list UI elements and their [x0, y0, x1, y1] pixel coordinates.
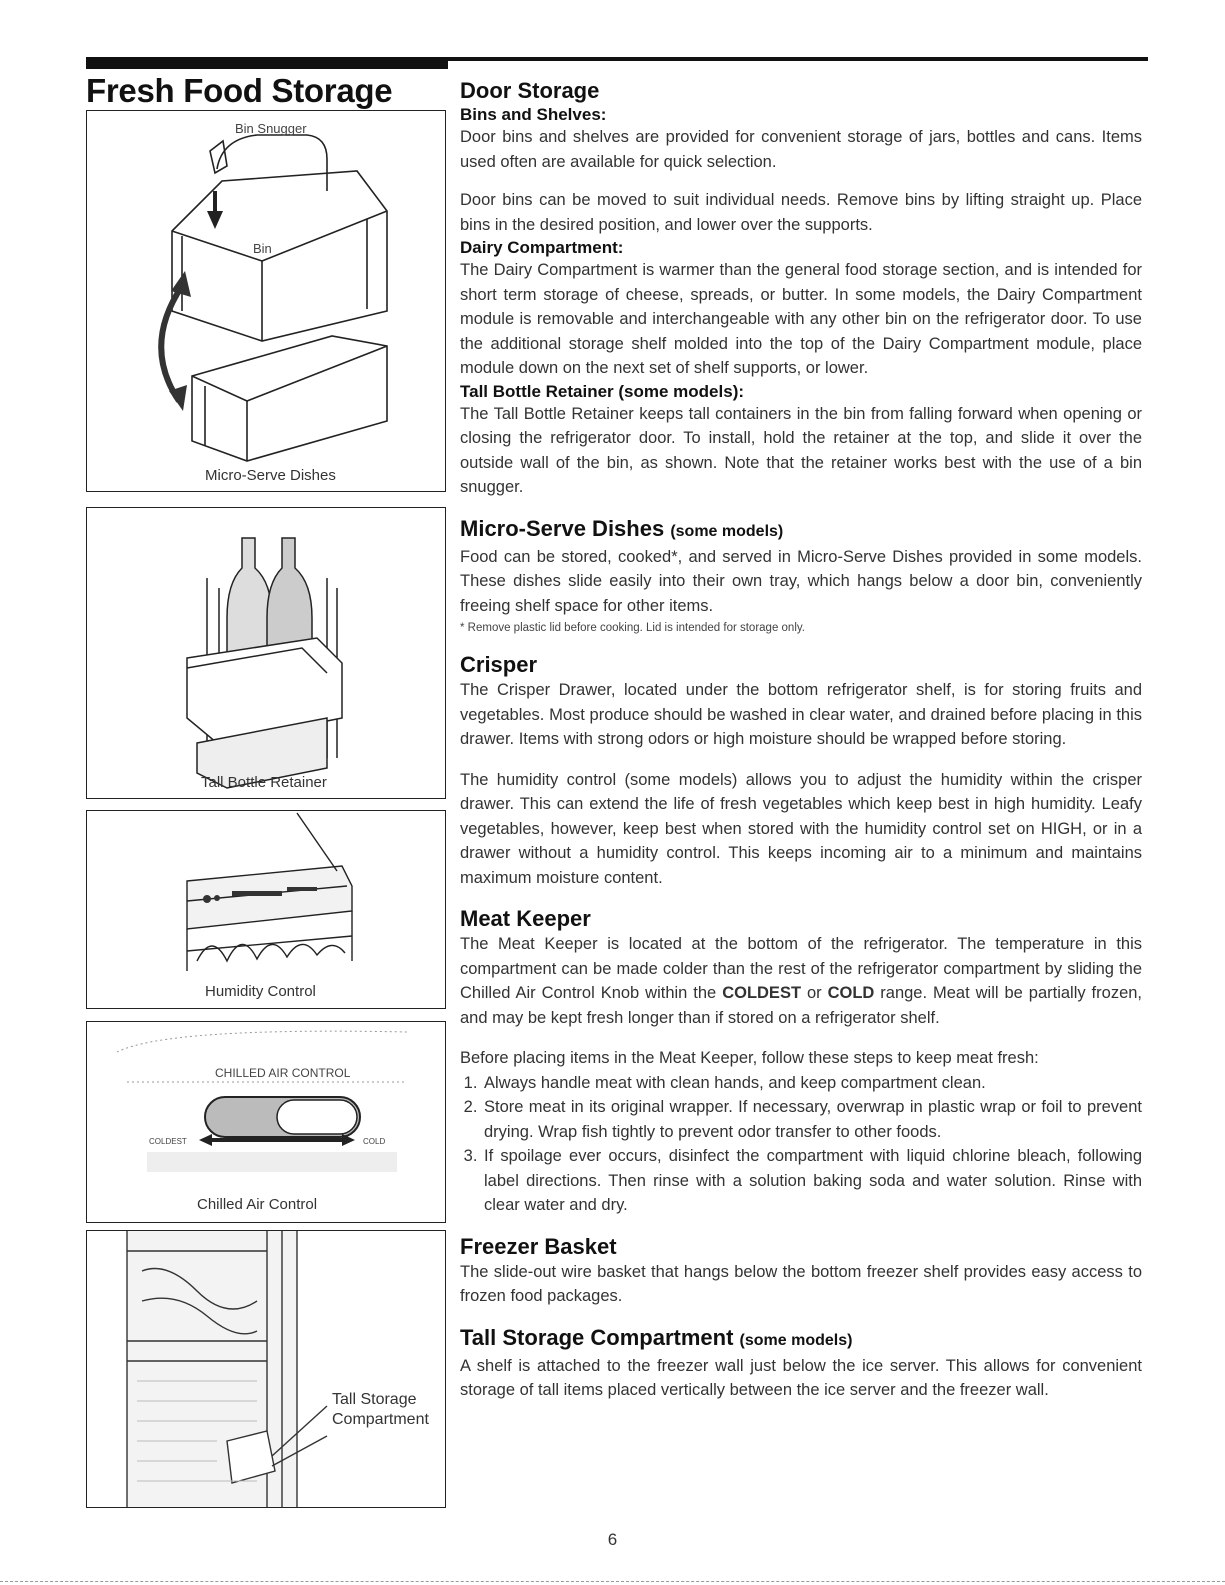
tall-storage-paragraph: A shelf is attached to the freezer wall just below the ice server. This allows for convenient storage of tall items placed vertically between the ice server and the freezer wall. — [460, 1356, 1142, 1399]
dairy-heading: Dairy Compartment: — [460, 238, 624, 257]
figure-door-bins — [86, 110, 446, 492]
figure-caption-line1: Tall Storage — [332, 1391, 417, 1408]
header-rule-thin — [448, 57, 1148, 61]
dairy-paragraph: The Dairy Compartment is warmer than the general food storage section, and is intended for short term storage of cheese, spreads, or butter. In some models, the Dairy Compartment module is removable and interchangeable with any other bin on the refrigerator door. To use the additional storage shelf molded into the top of the Dairy Compartment module, place module down on the next set of shelf supports, or lower. — [460, 261, 1142, 377]
coldest-label: COLDEST — [149, 1137, 187, 1146]
figure-caption: Humidity Control — [205, 983, 316, 1000]
humidity-illustration — [87, 811, 446, 1009]
cold-emphasis: COLD — [827, 984, 875, 1002]
figure-caption-line2: Compartment — [332, 1411, 429, 1428]
meat-keeper-heading: Meat Keeper — [460, 906, 591, 931]
door-storage-heading: Door Storage — [460, 78, 600, 103]
figure-tall-bottle — [86, 507, 446, 799]
figure-chilled-air — [86, 1021, 446, 1223]
crisper-paragraph-1: The Crisper Drawer, located under the bottom refrigerator shelf, is for storing fruits and vegetables. Most produce should be washed in clear water, and drained before placing in this drawer. Items with strong odors or high moisture should be wrapped before storing. — [460, 681, 1142, 748]
chilled-air-panel-label: CHILLED AIR CONTROL — [215, 1066, 351, 1080]
tall-storage-title: Tall Storage Compartment — [460, 1324, 734, 1350]
page-number: 6 — [607, 1530, 618, 1549]
tall-bottle-illustration — [87, 508, 446, 799]
door-bins-illustration — [87, 111, 446, 492]
micro-serve-qualifier: (some models) — [670, 522, 784, 540]
chilled-air-illustration — [87, 1022, 446, 1223]
meat-keeper-text: The Meat Keeper is located at the bottom of the refrigerator. The temperature in this compartment can be made colder than the rest of the refrigerator compartment by sliding the Chilled Air Control Knob within the — [460, 935, 1142, 1002]
or-text: or — [801, 984, 828, 1002]
freezer-basket-paragraph: The slide-out wire basket that hangs below the bottom freezer shelf provides easy access to frozen food packages. — [460, 1262, 1142, 1305]
list-item: 1. Always handle meat with clean hands, and keep compartment clean. — [482, 1071, 1142, 1096]
figure-caption: Tall Bottle Retainer — [201, 774, 327, 791]
coldest-emphasis: COLDEST — [722, 984, 802, 1002]
page-title: Fresh Food Storage — [86, 72, 393, 109]
meat-keeper-text-end: range. Meat will be partially frozen, and may be kept fresh longer than if stored on a refrigerator shelf. — [460, 984, 1143, 1027]
tall-bottle-paragraph: The Tall Bottle Retainer keeps tall containers in the bin from falling forward when opening or closing the refrigerator door. To install, hold the retainer at the top, and slide it over the outside wall of the bin, as shown. Note that the retainer works best with the use of a bin snugger. — [460, 404, 1142, 496]
bins-paragraph-1: Door bins and shelves are provided for convenient storage of jars, bottles and cans. Items used often are available for quick selection. — [460, 128, 1142, 171]
list-item: 3. If spoilage ever occurs, disinfect the compartment with liquid chlorine bleach, following label directions. Then rinse with a solution baking soda and water solution. Rinse with clear water and dry. — [482, 1144, 1142, 1218]
header-rule-thick — [86, 57, 448, 69]
meat-keeper-paragraph-1 — [460, 932, 1142, 1030]
list-item: 2. Store meat in its original wrapper. If necessary, overwrap in plastic wrap or foil to prevent drying. Wrap fish tightly to prevent odor transfer to other foods. — [482, 1095, 1142, 1144]
figure-caption: Micro-Serve Dishes — [205, 467, 336, 484]
meat-keeper-paragraph-2: Before placing items in the Meat Keeper, follow these steps to keep meat fresh: — [460, 1049, 1039, 1067]
freezer-basket-heading: Freezer Basket — [460, 1233, 617, 1259]
crisper-paragraph-2: The humidity control (some models) allows you to adjust the humidity within the crisper drawer. This can extend the life of fresh vegetables which keep best in high humidity. Leafy vegetables, however, keep best when stored with the humidity control set on HIGH, or in a drawer without a humidity control. This keeps incoming air to a minimum and maintains maximum moisture content. — [460, 770, 1142, 887]
tall-storage-qualifier: (some models) — [739, 1331, 853, 1349]
bin-label: Bin — [253, 241, 272, 256]
main-text-column — [460, 78, 1142, 1403]
bin-snugger-label: Bin Snugger — [235, 121, 307, 136]
bins-shelves-heading: Bins and Shelves: — [460, 105, 607, 124]
tall-bottle-heading: Tall Bottle Retainer (some models): — [460, 381, 745, 401]
micro-serve-title: Micro-Serve Dishes — [460, 515, 665, 541]
tall-storage-heading — [460, 1325, 1142, 1354]
meat-keeper-steps — [460, 1071, 1142, 1218]
bins-paragraph-2: Door bins can be moved to suit individual needs. Remove bins by lifting straight up. Place bins in the desired position, and lower over the supports. — [460, 191, 1142, 234]
figure-caption: Chilled Air Control — [197, 1196, 318, 1213]
crisper-heading: Crisper — [460, 652, 538, 677]
micro-serve-heading — [460, 516, 1142, 545]
micro-serve-note: * Remove plastic lid before cooking. Lid is intended for storage only. — [460, 622, 805, 634]
micro-serve-paragraph: Food can be stored, cooked*, and served in Micro-Serve Dishes provided in some models. These dishes slide easily into their own tray, which hangs below a door bin, conveniently freeing shelf space for other items. — [460, 547, 1142, 615]
tall-storage-illustration — [87, 1231, 446, 1508]
bottom-edge-rule — [0, 1581, 1225, 1582]
figure-tall-storage — [86, 1230, 446, 1508]
cold-label: COLD — [363, 1137, 386, 1146]
figure-humidity — [86, 810, 446, 1009]
